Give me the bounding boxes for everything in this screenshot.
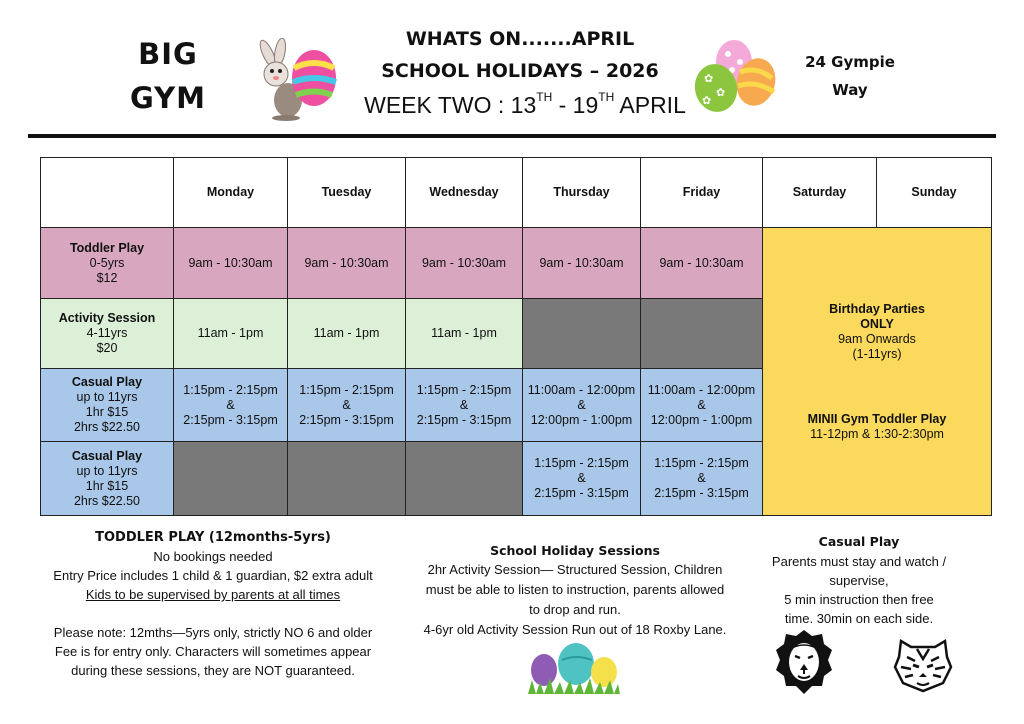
toddler-info-line-1: No bookings needed	[153, 549, 273, 564]
slot-toddler-thursday: 9am - 10:30am	[523, 228, 641, 299]
row-label-casual-1: Casual Play up to 11yrs 1hr $15 2hrs $22.50	[41, 369, 174, 442]
easter-bunny-icon	[248, 38, 340, 122]
slot-casual2-thursday: 1:15pm - 2:15pm & 2:15pm - 3:15pm	[523, 442, 641, 516]
casual-play-line-4: time. 30min on each side.	[784, 611, 934, 626]
day-header-sunday: Sunday	[877, 158, 992, 228]
svg-text:✿: ✿	[704, 73, 714, 85]
school-holiday-line-1: 2hr Activity Session— Structured Session, Children	[427, 562, 723, 577]
closed-activity-thursday	[523, 299, 641, 369]
birthday-time: 9am Onwards	[838, 331, 916, 346]
address-line-2: Way	[832, 81, 868, 99]
toddler-info	[28, 529, 398, 680]
day-header-monday: Monday	[174, 158, 288, 228]
svg-text:✿: ✿	[702, 95, 712, 107]
slot-casual-wednesday: 1:15pm - 2:15pm & 2:15pm - 3:15pm	[406, 369, 523, 442]
slot-casual2-friday: 1:15pm - 2:15pm & 2:15pm - 3:15pm	[641, 442, 763, 516]
slot-toddler-tuesday: 9am - 10:30am	[288, 228, 406, 299]
header-divider	[28, 134, 996, 138]
corner-cell	[41, 158, 174, 228]
casual-play-title: Casual Play	[818, 534, 900, 549]
toddler-info-title: TODDLER PLAY (12months-5yrs)	[95, 530, 331, 545]
table-header-row	[41, 158, 992, 228]
lion-icon	[774, 628, 834, 696]
slot-activity-monday: 11am - 1pm	[174, 299, 288, 369]
closed-activity-friday	[641, 299, 763, 369]
row-label-toddler: Toddler Play 0-5yrs $12	[41, 228, 174, 299]
casual-play-line-2: supervise,	[829, 573, 889, 588]
slot-casual-tuesday: 1:15pm - 2:15pm & 2:15pm - 3:15pm	[288, 369, 406, 442]
page-title-line-1: WHATS ON.......APRIL	[405, 28, 635, 50]
day-header-saturday: Saturday	[763, 158, 877, 228]
easter-eggs-icon	[692, 38, 780, 114]
day-header-thursday: Thursday	[523, 158, 641, 228]
slot-toddler-wednesday: 9am - 10:30am	[406, 228, 523, 299]
brand-logo	[118, 32, 218, 120]
schedule-table	[40, 157, 992, 516]
day-header-wednesday: Wednesday	[406, 158, 523, 228]
day-header-friday: Friday	[641, 158, 763, 228]
slot-casual-friday: 11:00am - 12:00pm & 12:00pm - 1:00pm	[641, 369, 763, 442]
brand-line-2: GYM	[129, 81, 207, 115]
row-label-activity: Activity Session 4-11yrs $20	[41, 299, 174, 369]
week-subtitle: WEEK TWO : 13TH - 19TH APRIL	[364, 90, 686, 118]
slot-casual-thursday: 11:00am - 12:00pm & 12:00pm - 1:00pm	[523, 369, 641, 442]
address-line-1: 24 Gympie	[805, 53, 895, 71]
toddler-info-line-4: Please note: 12mths—5yrs only, strictly NO 6 and older	[53, 625, 373, 640]
weekend-cell	[763, 228, 992, 516]
birthday-title: Birthday Parties	[829, 301, 925, 316]
school-holiday-line-4: 4-6yr old Activity Session Run out of 18 Roxby Lane.	[423, 622, 727, 637]
table-row-toddler	[41, 228, 992, 299]
school-holiday-line-2: must be able to listen to instruction, parents allowed	[425, 582, 725, 597]
brand-line-1: BIG	[138, 37, 198, 71]
toddler-info-line-3: Kids to be supervised by parents at all times	[85, 587, 341, 602]
slot-toddler-friday: 9am - 10:30am	[641, 228, 763, 299]
casual-play-line-1: Parents must stay and watch /	[771, 554, 947, 569]
casual-play-info	[758, 532, 960, 628]
mini-gym-time: 11-12pm & 1:30-2:30pm	[810, 426, 944, 441]
closed-casual2-tuesday	[288, 442, 406, 516]
mini-gym-title: MINII Gym Toddler Play	[807, 411, 947, 426]
birthday-ages: (1-11yrs)	[852, 346, 902, 361]
toddler-info-line-2: Entry Price includes 1 child & 1 guardian, $2 extra adult	[53, 568, 373, 583]
toddler-info-line-5: Fee is for entry only. Characters will sometimes appear	[54, 644, 372, 659]
tiger-icon	[893, 633, 953, 693]
page-title-line-2: SCHOOL HOLIDAYS – 2026	[381, 60, 659, 82]
closed-casual2-monday	[174, 442, 288, 516]
school-holiday-info	[392, 542, 758, 640]
school-holiday-title: School Holiday Sessions	[490, 543, 660, 558]
slot-toddler-monday: 9am - 10:30am	[174, 228, 288, 299]
slot-casual-monday: 1:15pm - 2:15pm & 2:15pm - 3:15pm	[174, 369, 288, 442]
svg-text:✿: ✿	[716, 87, 726, 99]
toddler-info-line-6: during these sessions, they are NOT guaranteed.	[71, 663, 355, 678]
day-header-tuesday: Tuesday	[288, 158, 406, 228]
slot-activity-wednesday: 11am - 1pm	[406, 299, 523, 369]
slot-activity-tuesday: 11am - 1pm	[288, 299, 406, 369]
school-holiday-line-3: to drop and run.	[529, 602, 621, 617]
address	[790, 48, 910, 104]
easter-eggs-grass-icon	[526, 642, 620, 696]
closed-casual2-wednesday	[406, 442, 523, 516]
row-label-casual-2: Casual Play up to 11yrs 1hr $15 2hrs $22.50	[41, 442, 174, 516]
casual-play-line-3: 5 min instruction then free	[784, 592, 934, 607]
birthday-only: ONLY	[860, 316, 894, 331]
